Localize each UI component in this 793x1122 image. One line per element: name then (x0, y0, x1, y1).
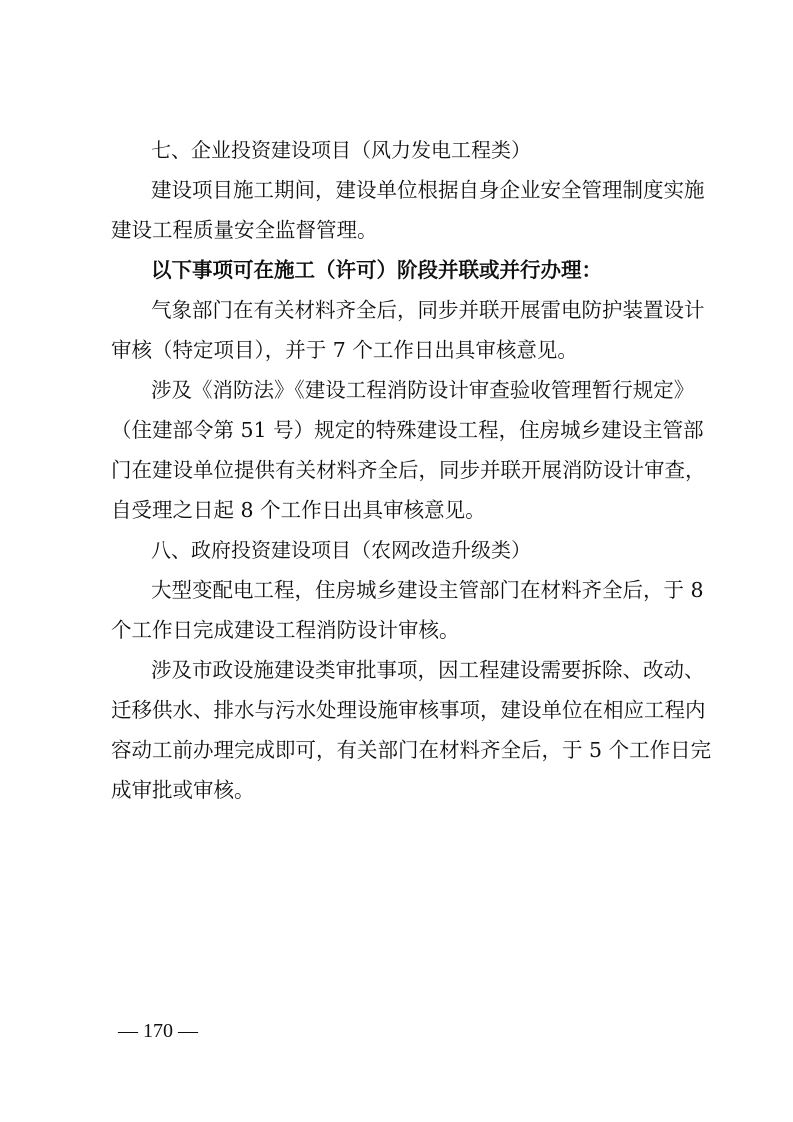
paragraph-line: 审核（特定项目），并于 7 个工作日出具审核意见。 (111, 338, 578, 362)
paragraph-line: 涉及市政设施建设类审批事项，因工程建设需要拆除、改动、 (151, 658, 705, 682)
page-number: — 170 — (118, 1020, 198, 1042)
paragraph-line: 自受理之日起 8 个工作日出具审核意见。 (111, 498, 486, 522)
bold-subheading: 以下事项可在施工（许可）阶段并联或并行办理： (151, 258, 602, 282)
paragraph-line: 迁移供水、排水与污水处理设施审核事项，建设单位在相应工程内 (111, 698, 706, 722)
paragraph-line: 个工作日完成建设工程消防设计审核。 (111, 618, 460, 642)
paragraph-line: （住建部令第 51 号）规定的特殊建设工程，住房城乡建设主管部 (111, 418, 704, 442)
section-heading-eight: 八、政府投资建设项目（农网改造升级类） (151, 538, 531, 562)
paragraph-line: 涉及《消防法》《建设工程消防设计审查验收管理暂行规定》 (151, 378, 695, 402)
paragraph-line: 气象部门在有关材料齐全后，同步并联开展雷电防护装置设计 (151, 298, 705, 322)
paragraph-line: 大型变配电工程，住房城乡建设主管部门在材料齐全后，于 8 (151, 578, 704, 602)
paragraph-line: 建设工程质量安全监督管理。 (111, 218, 378, 242)
paragraph-line: 建设项目施工期间，建设单位根据自身企业安全管理制度实施 (151, 178, 705, 202)
paragraph-line: 容动工前办理完成即可，有关部门在材料齐全后，于 5 个工作日完 (111, 738, 712, 762)
section-heading-seven: 七、企业投资建设项目（风力发电工程类） (151, 138, 531, 162)
paragraph-line: 门在建设单位提供有关材料齐全后，同步并联开展消防设计审查， (111, 458, 706, 482)
paragraph-line: 成审批或审核。 (111, 778, 255, 802)
